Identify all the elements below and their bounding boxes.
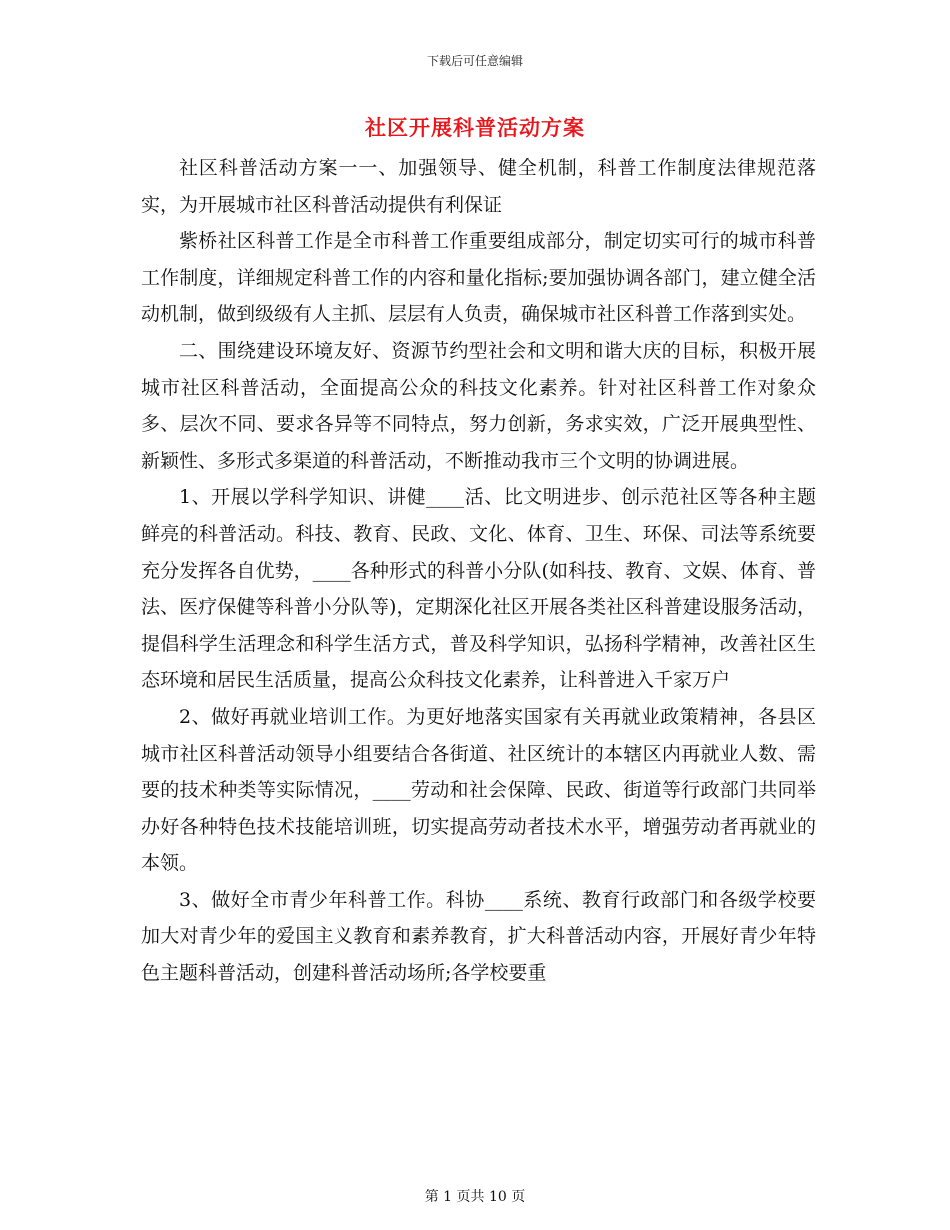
- document-body: [141, 150, 816, 992]
- paragraph-2: 紫桥社区科普工作是全市科普工作重要组成部分，制定切实可行的城市科普工作制度，详细规定科普工作的内容和量化指标;要加强协调各部门，建立健全活动机制，做到级级有人主抓、层层有人负责，确保城市社区科普工作落到实处。: [141, 230, 816, 326]
- document-title: 社区开展科普活动方案: [365, 115, 585, 140]
- paragraph-4: 1、开展以学科学知识、讲健____活、比文明进步、创示范社区等各种主题鲜亮的科普活动。科技、教育、民政、文化、体育、卫生、环保、司法等系统要充分发挥各自优势，____各种形式的科普小分队(如科技、教育、文娱、体育、普法、医疗保健等科普小分队等)，定期深化社区开展各类社区科普建设服务活动，提倡科学生活理念和科学生活方式，普及科学知识，弘扬科学精神，改善社区生态环境和居民生活质量，提高公众科技文化素养，让科普进入千家万户: [141, 486, 816, 692]
- header-note: 下载后可任意编辑: [426, 54, 523, 68]
- paragraph-1: 社区科普活动方案一一、加强领导、健全机制，科普工作制度法律规范落实，为开展城市社区科普活动提供有利保证: [141, 157, 816, 216]
- paragraph-6: 3、做好全市青少年科普工作。科协____系统、教育行政部门和各级学校要加大对青少年的爱国主义教育和素养教育，扩大科普活动内容，开展好青少年特色主题科普活动，创建科普活动场所;各学校要重: [141, 888, 816, 985]
- paragraph-5: 2、做好再就业培训工作。为更好地落实国家有关再就业政策精神，各县区城市社区科普活动领导小组要结合各街道、社区统计的本辖区内再就业人数、需要的技术种类等实际情况，____劳动和社会保障、民政、街道等行政部门共同举办好各种特色技术技能培训班，切实提高劳动者技术水平，增强劳动者再就业的本领。: [141, 705, 816, 875]
- page-number: 第 1 页共 10 页: [424, 1189, 526, 1205]
- paragraph-3: 二、围绕建设环境友好、资源节约型社会和文明和谐大庆的目标，积极开展城市社区科普活动，全面提高公众的科技文化素养。针对社区科普工作对象众多、层次不同、要求各异等不同特点，努力创新，务求实效，广泛开展典型性、新颖性、多形式多渠道的科普活动，不断推动我市三个文明的协调进展。: [141, 339, 816, 472]
